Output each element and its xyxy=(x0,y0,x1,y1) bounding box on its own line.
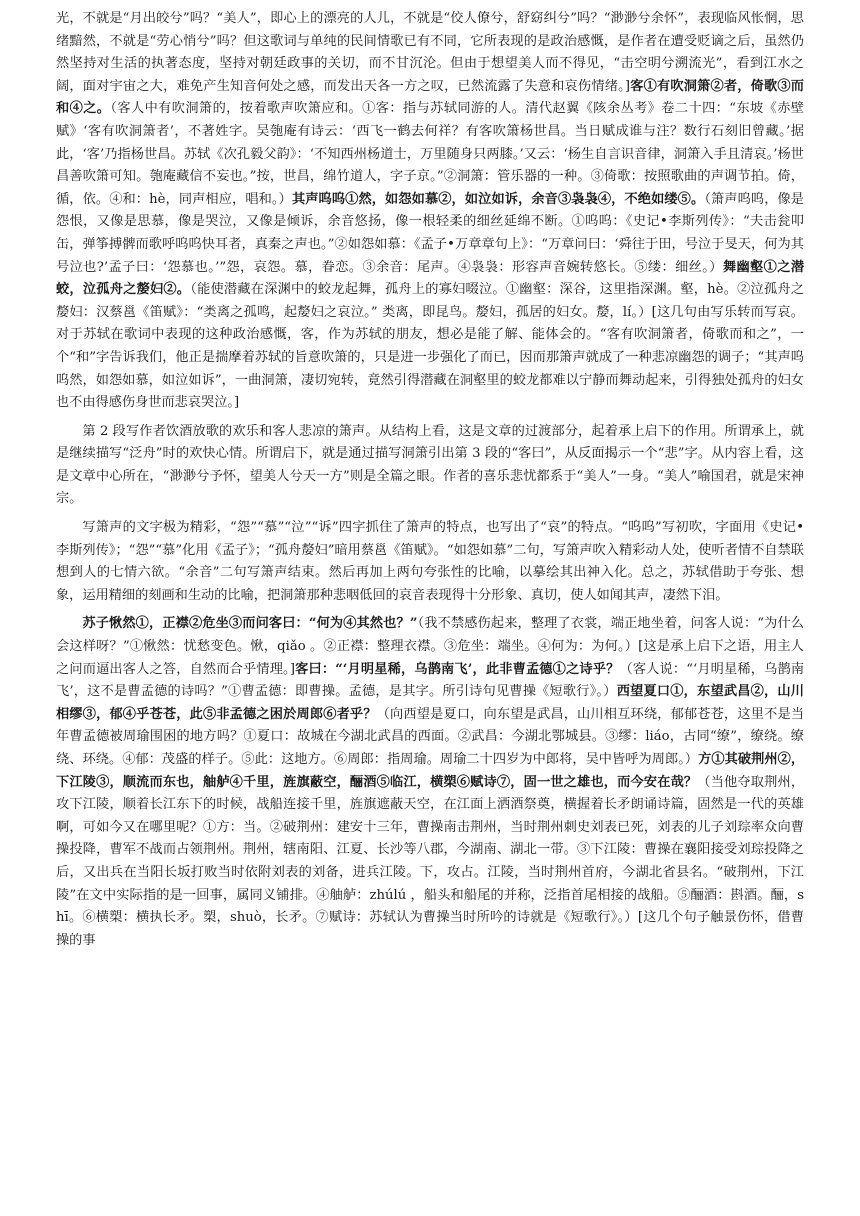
paragraph xyxy=(56,8,804,415)
annotation-text-run: （客人说：“‘月明星稀，乌鹊南飞’，这不是曹孟德的诗吗？”①曹孟德：即曹操。孟德，是其字。所引诗句见曹操《短歌行》。） xyxy=(56,661,805,700)
annotation-text-run: 写箫声的文字极为精彩，“怨”“慕”“泣”“诉”四字抓住了箫声的特点，也写出了“哀”的特点。“呜呜”写初吹，字面用《史记•李斯列传》；“怨”“慕”化用《孟子》；“孤舟嫠妇”暗用蔡邕《笛赋》。“如怨如慕”二句，写箫声吹入精彩动人处，使听者情不自禁联想到人的七情六欲。“余音”二句写箫声结束。然后再加上两句夸张性的比喻，以摹绘其出神入化。总之，苏轼借助于夸张、想象，运用精细的刻画和生动的比喻，把洞箫那种悲咽低回的哀音表现得十分形象、真切，使人如闻其声，凄然下泪。 xyxy=(56,520,804,603)
annotation-text-run: （箫声呜呜，像是怨恨，又像是思慕，像是哭泣，又像是倾诉，余音悠扬，像一根轻柔的细丝延绵不断。①呜呜：《史记•李斯列传》：“夫击瓮叩缶，弹筝搏髀而歌呼呜呜快耳者，真秦之声也。”②如怨如慕：《孟子•万章章句上》：“万章问曰：‘舜往于田，号泣于旻天，何为其号泣也?’孟子曰：‘怨慕也。’”怨，哀怨。慕，眷恋。③余音：尾声。④袅袅：形容声音婉转悠长。⑤缕：细丝。） xyxy=(56,191,804,275)
source-text-run: 苏子愀然①，正襟②危坐③而问客曰：“何为④其然也？” xyxy=(82,616,418,632)
annotation-text-run: 第 2 段写作者饮酒放歌的欢乐和客人悲凉的箫声。从结构上看，这是文章的过渡部分，起着承上启下的作用。所谓承上，就是继续描写“泛舟”时的欢快心情。所谓启下，就是通过描写洞箫引出第 3 段的“客曰”，从反面揭示一个“悲”字。从内容上看，这是文章中心所在，“渺渺兮予怀，望美人兮天一方”则是全篇之眼。作者的喜乐悲忧都系于“美人”一身。“美人”喻国君，就是宋神宗。 xyxy=(56,423,804,507)
paragraph xyxy=(56,613,804,952)
source-text-run: 其声呜呜①然，如怨如慕②，如泣如诉，余音③袅袅④，不绝如缕⑤。 xyxy=(291,191,705,207)
text-body xyxy=(56,8,804,952)
paragraph xyxy=(56,421,804,511)
source-text-run: 舞幽壑①之潜蛟，泣孤舟之嫠妇②。 xyxy=(56,259,805,298)
annotation-text-run: （能使潜藏在深渊中的蛟龙起舞，孤舟上的寡妇啜泣。①幽壑：深谷，这里指深渊。壑，hè。②泣孤舟之嫠妇：汉蔡邕《笛赋》：“类离之孤鸣，起嫠妇之哀泣。” 类离，即昆鸟。嫠妇，孤居的妇女。嫠，lí。）[这几句由写乐转而写哀。对于苏轼在歌词中表现的这种政治感慨，客，作为苏轼的朋友，想必是能了解、能体会的。“客有吹洞箫者，倚歌而和之”，一个“和”字告诉我们，他正是揣摩着苏轼的旨意吹箫的，只是进一步强化了而已，因而那箫声就成了一种悲凉幽怨的调子；“其声呜呜然，如怨如慕，如泣如诉”，一曲洞箫，凄切宛转，竟然引得潜藏在洞壑里的蛟龙都难以宁静而舞动起来，引得独处孤舟的妇女也不由得感伤身世而悲哀哭泣。] xyxy=(56,282,805,411)
annotation-text-run: 光，不就是“月出皎兮”吗？“美人”，即心上的漂亮的人儿，不就是“佼人僚兮，舒窈纠兮”吗？“渺渺兮余怀”，表现临风怅惘，思绪黯然，不就是“劳心悄兮”吗？但这歌词与单纯的民间情歌已有不同，它所表现的是政治感慨，是作者在遭受贬谪之后，虽然仍然坚持对生活的执著态度，坚持对朝廷政事的关切，而不甘沉沦。但由于想望美人而不得见，“击空明兮溯流光”，看到江水之阔，面对宇宙之大，难免产生知音何处之感，而发出天各一方之叹，已然流露了失意和哀伤情绪。] xyxy=(56,11,804,94)
source-text-run: 客曰：“‘月明星稀，乌鹊南飞’，此非曹孟德①之诗乎？ xyxy=(294,661,620,677)
source-text-run: 西望夏口①，东望武昌②，山川相缪③，郁④乎苍苍，此⑤非孟德之困於周郎⑥者乎？ xyxy=(56,684,804,722)
annotation-text-run: （我不禁感伤起来，整理了衣裳，端正地坐着，问客人说：“为什么会这样呀？”①愀然：忧愁变色。愀，qiǎo 。②正襟：整理衣襟。③危坐：端坐。④何为：为何。）[这是承上启下之语，用主人之问而逼出客人之答，自然而合乎情理。] xyxy=(56,616,804,677)
annotation-text-run: （向西望是夏口，向东望是武昌，山川相互环绕，郁郁苍苍，这里不是当年曹孟德被周瑜围困的地方吗？①夏口：故城在今湖北武昌的西面。②武昌：今湖北鄂城县。③缪：liáo，古同“缭”，缭绕。缭绕、环绕。④郁：茂盛的样子。⑤此：这地方。⑥周郎：指周瑜。周瑜二十四岁为中郎将，吴中皆呼为周郎。） xyxy=(56,706,805,767)
source-text-run: 客①有吹洞箫②者，倚歌③而和④之。 xyxy=(56,78,804,117)
annotation-text-run: （当他夺取荆州，攻下江陵，顺着长江东下的时候，战船连接千里，旌旗遮蔽天空，在江面上洒酒祭奠，横握着长矛朗诵诗篇，固然是一代的英雄啊，可如今又在哪里呢？①方：当。②破荆州：建安十三年，曹操南击荆州，当时荆州刺史刘表已死，刘表的儿子刘琮率众向曹操投降，曹军不战而占领荆州。荆州，辖南阳、江夏、长沙等八郡，今湖南、湖北一带。③下江陵：曹操在襄阳接受刘琮投降之后，又出兵在当阳长坂打败当时依附刘表的刘备，进兵江陵。下，攻占。江陵，当时荆州首府，今湖北省县名。“破荆州，下江陵”在文中实际指的是一回事，属同义铺排。④舳舻：zhúlú ，船头和船尾的并称，泛指首尾相接的战船。⑤酾酒：斟酒。酾，shī。⑥横槊：横执长矛。槊，shuò，长矛。⑦赋诗：苏轼认为曹操当时所吟的诗就是《短歌行》。）[这几个句子触景伤怀，借曹操的事 xyxy=(56,774,805,948)
paragraph xyxy=(56,517,804,607)
annotation-text-run: （客人中有吹洞箫的，按着歌声吹箫应和。①客：指与苏轼同游的人。清代赵翼《陔余丛考》卷二十四：“东坡《赤壁赋》‘客有吹洞箫者’，不著姓字。吴匏庵有诗云：‘西飞一鹤去何祥？有客吹箫杨世昌。当日赋成谁与注？数行石刻旧曾藏。’据此，‘客’乃指杨世昌。苏轼《次孔毅父韵》：‘不知西州杨道士，万里随身只两膝。’又云：‘杨生自言识音律，洞箫入手且清哀。’杨世昌善吹箫可知。匏庵藏信不妄也。”按，世昌，绵竹道人，字子京。”②洞箫：管乐器的一种。③倚歌：按照歌曲的声调节拍。倚，循，依。④和：hè，同声相应，唱和。） xyxy=(56,101,804,207)
source-text-run: 方①其破荆州②，下江陵③，顺流而东也，舳舻④千里，旌旗蔽空，酾酒⑤临江，横槊⑥赋诗⑦，固一世之雄也，而今安在哉？ xyxy=(56,752,805,790)
